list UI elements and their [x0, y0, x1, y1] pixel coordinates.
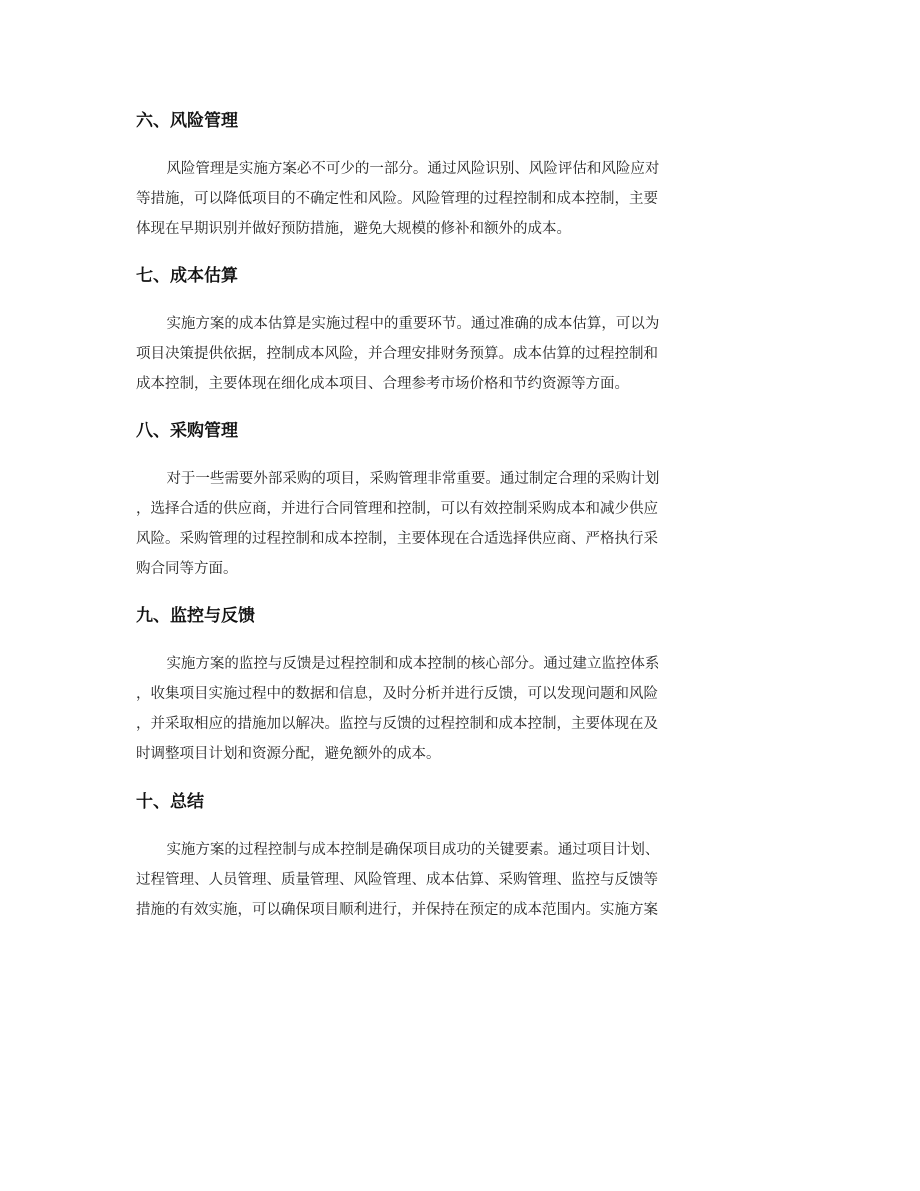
paragraph-line: ，选择合适的供应商，并进行合同管理和控制，可以有效控制采购成本和减少供应: [136, 501, 658, 517]
paragraph-line: 对于一些需要外部采购的项目，采购管理非常重要。通过制定合理的采购计划: [166, 471, 660, 487]
paragraph-line: 成本控制，主要体现在细化成本项目、合理参考市场价格和节约资源等方面。: [136, 376, 629, 392]
section-heading-monitoring-feedback: 九、监控与反馈: [136, 606, 255, 626]
paragraph-line: 实施方案的监控与反馈是过程控制和成本控制的核心部分。通过建立监控体系: [166, 656, 660, 672]
section-paragraph-procurement-management: [136, 464, 786, 584]
paragraph-line: 风险。采购管理的过程控制和成本控制，主要体现在合适选择供应商、严格执行采: [136, 531, 658, 547]
section-heading-risk-management: 六、风险管理: [136, 111, 238, 131]
paragraph-line: ，收集项目实施过程中的数据和信息，及时分析并进行反馈，可以发现问题和风险: [136, 686, 658, 702]
paragraph-line: ，并采取相应的措施加以解决。监控与反馈的过程控制和成本控制，主要体现在及: [136, 716, 658, 732]
paragraph-line: 项目决策提供依据，控制成本风险，并合理安排财务预算。成本估算的过程控制和: [136, 346, 658, 362]
section-paragraph-risk-management: [136, 154, 786, 244]
section-heading-cost-estimation: 七、成本估算: [136, 266, 238, 286]
paragraph-line: 风险管理是实施方案必不可少的一部分。通过风险识别、风险评估和风险应对: [166, 161, 660, 177]
paragraph-line: 过程管理、人员管理、质量管理、风险管理、成本估算、采购管理、监控与反馈等: [136, 872, 658, 888]
paragraph-line: 实施方案的成本估算是实施过程中的重要环节。通过准确的成本估算，可以为: [166, 316, 660, 332]
paragraph-line: 购合同等方面。: [136, 561, 238, 577]
paragraph-line: 等措施，可以降低项目的不确定性和风险。风险管理的过程控制和成本控制，主要: [136, 191, 658, 207]
section-paragraph-cost-estimation: [136, 309, 786, 399]
document-body: [136, 104, 786, 925]
paragraph-line: 体现在早期识别并做好预防措施，避免大规模的修补和额外的成本。: [136, 221, 571, 237]
paragraph-line: 实施方案的过程控制与成本控制是确保项目成功的关键要素。通过项目计划、: [166, 842, 660, 858]
section-paragraph-monitoring-feedback: [136, 649, 786, 769]
paragraph-line: 措施的有效实施，可以确保项目顺利进行，并保持在预定的成本范围内。实施方案: [136, 902, 658, 918]
paragraph-line: 时调整项目计划和资源分配，避免额外的成本。: [136, 746, 441, 762]
section-heading-procurement-management: 八、采购管理: [136, 421, 238, 441]
section-paragraph-summary: [136, 835, 786, 925]
section-heading-summary: 十、总结: [136, 792, 204, 812]
